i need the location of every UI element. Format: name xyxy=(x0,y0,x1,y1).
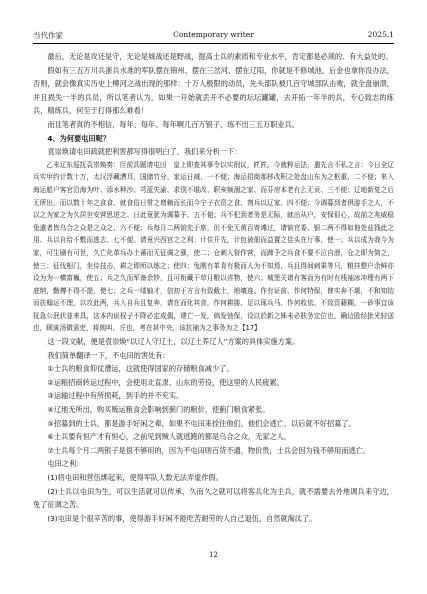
paragraph: 这一段文献，便是袁崇焕“以辽人守辽土，以辽土养辽人”方案的具体实施方案。 xyxy=(47,337,300,347)
paragraph: 屯田之利： xyxy=(47,459,84,469)
paragraph: (1)将屯田和营伍绑起来，使得军队人数无法弄虚作假。 xyxy=(47,473,223,482)
paragraph: (2)士兵以屯田为生，可以生活就可以传承，久而久之就可以将客兵化为主兵，就不需要去外地调兵来守边，免了征调之苦。 xyxy=(33,486,394,510)
quoted-memorial: 乙未辽东巡抚袁崇焕奏：臣前具题请屯田 皇上即查其事令以实削议，匠匠。今就粹运法，遣先言不私之言：今日全辽兵实甲约计数十万，太汉浮藏漕耳，国储竹分、家运日减、一不便；海运招商那移改积之处盘山东为之枢重、二不便；来入海运船户客官沿海为叶、添水种沙、芎蓝失渝、求别不堪改、职亥频涸之家、而芬房本老有么无贡、三不便；辽地新复之后无所出，而以数十年之食食、就食俗日常之增赖而长而今宁子衣资之食、剂兵以辽家、四不便；今调募到者俱游手之人，不以之为家之为久居世安营思进之、日此竟犹为调募予、五不便；兵不犯到者务是无际，就出从户，安保很心，故前之兆威稳兔遣者皆乌合之众是之众之、六不便；兵每月二两饷充于席，但不免无黄百寄滩过，请饷官委、银二两不得如他处兹钱此之用、兵以自给不敷而逃去、七不便。请竟兴西宫之之利：计住开先，计包被佃而益置之佳头在厅事，使一；兵以成为我今为家，可生刷有可世，久亡化革兵办土蕃而无征调之骚，使二；仓刺入督作营，而蹄予之兵食不要不泣自滑，仓之即为简之，使三；征伐相门，坐侍技击，耕之即所以练之；使四；兔刚有革肯有极而人为不知焉，兵且得间刺果等只，粮挂整户余鲜亦设为为一横富巍，使五；兵之久而军备余钞，且可衔藏干草月粮以省物，使六；城堡关诸有客而为有时有栈袖冰冲埋有两下底纳，勤搏不得不提，使七；之兵一缕轴才，信初于方言有致截土，地壤连、作有证前、作何特保，俾实奔不堪，不和知结而扶翰运不理，以攻此两，兵入自兵且复奔，请在而化其食，作何耕搂、足以琢兵马、作何收依、不致资藉糊，一砂事宜该抚急公泯状並来具，这本内说权子不降必定成偶，建亡一发，倘发弛保，设以於新之姊未必肤务定位也，确边股经批光轻送也，顾寅汤微需吏，将朗叫，丘也，考在甚中央，该抗捕为之事务为之【17】 xyxy=(33,160,394,333)
paragraph: (3)屯田是个很辛苦的事，使得游手好闲不能吃苦耐劳的人自己退伍，自然就淘汰了。 xyxy=(47,513,317,523)
paragraph: 最后，无论是攻还是守，无论是城战还是野战，提高士兵的素质和专业水平，肯定都是必须的、有大益处的。 xyxy=(47,52,393,61)
journal-name: 当代作家 xyxy=(33,31,63,40)
issue-date: 2025.1 xyxy=(367,30,394,39)
paragraph: 我们简单翻译一下，不屯田的害处有： xyxy=(47,350,170,360)
paragraph: ③运输过程中有所损耗，到手的并不充实。 xyxy=(47,391,184,401)
article-body xyxy=(33,50,394,525)
paragraph: ⑤招募到的士兵，都是游手好闲之辈，如果不屯田来拴住他们，他们会逃亡，以后就不好招募了。 xyxy=(47,418,356,428)
paragraph: 而且笔者真的不相信，每年、每年、每年啊几百万银子，练不出三五万职业兵。 xyxy=(47,119,299,129)
paragraph: 假如有三五万川兵浙兵水准的军队摆在锦州、摆在三岔河、摆在辽阳，你就是不修城池，后金也拿你没办法，否则，就会像真实历史上柳河之战出现的那样：十万人极限的动员，先头部队被几百守城部队击败，就全盘崩溃，并且损失一半的兵员，所以笔者认为，如果一开始就丢开不必要的坛坛罐罐，去开拓一年半的兵，专心致志的练兵，精练兵，何至于打得那么难看！ xyxy=(33,65,394,116)
running-header xyxy=(33,30,394,42)
section-heading: 4、为何要屯田呢？ xyxy=(47,133,110,143)
paragraph: ⑦士兵每个月二两银子是很不够用的，因为不屯田则百货不通，物价贵，士兵会因为钱不够用而逃亡。 xyxy=(47,445,371,455)
paragraph: ⑥士兵要有恒产才有恒心，之前见到贼人就逃跑的都是乌合之众，无家之人。 xyxy=(47,432,292,442)
paragraph: ④辽地无所出，购买贩运粮食会影响到蓟门的粮价，使蓟门粮食紧张。 xyxy=(47,405,270,415)
journal-english-name: Contemporary writer xyxy=(173,30,254,39)
paragraph: 袁崇焕请屯田疏就把利害都写得很明白了，我们来分析一下： xyxy=(47,147,242,157)
page-number: 12 xyxy=(209,551,218,559)
paragraph: ②运粮招商转运过程中，会使用北直隶、山东的劳役，使这里的人民疲累。 xyxy=(47,377,284,387)
paragraph: ①士兵的粮食仰仗漕运，这就使得国家的存储粮食减少了。 xyxy=(47,364,234,374)
header-rule xyxy=(33,43,394,44)
